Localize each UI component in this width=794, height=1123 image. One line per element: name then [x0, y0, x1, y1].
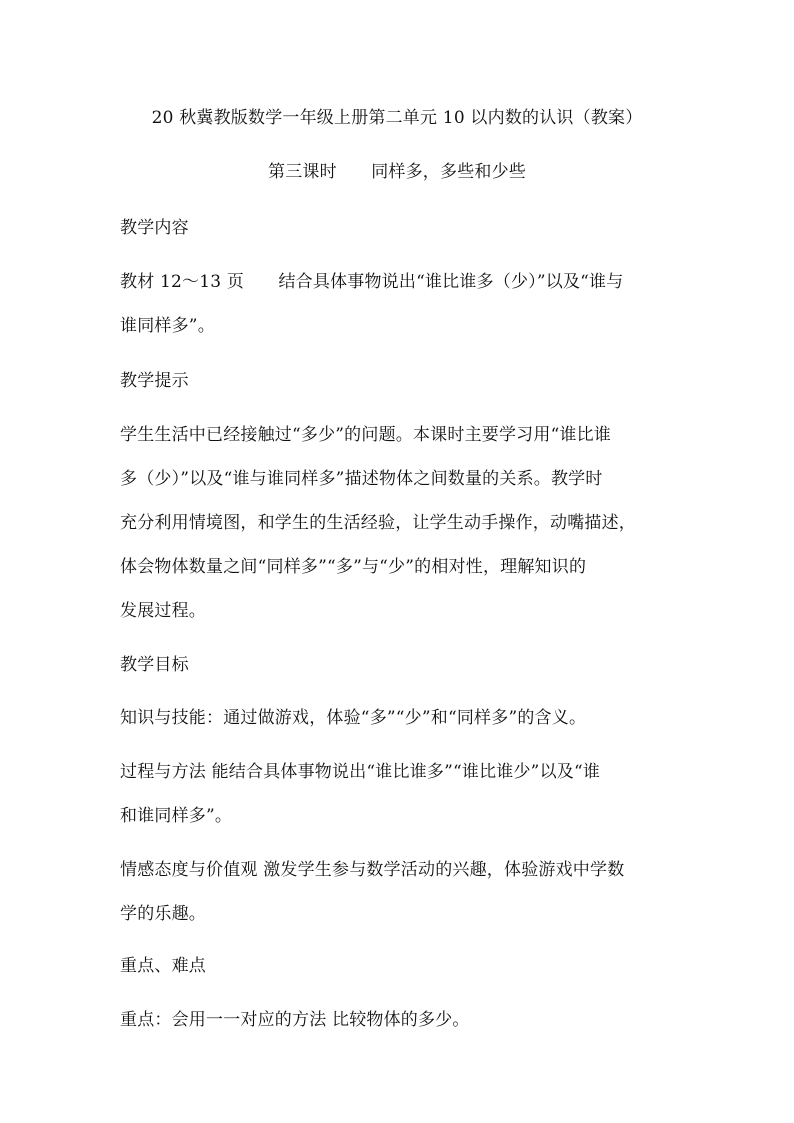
- paragraph-line: 学生生活中已经接触过“多少”的问题。本课时主要学习用“谁比谁: [120, 425, 612, 445]
- paragraph-line: 谁同样多”。: [120, 316, 215, 336]
- paragraph-line: 情感态度与价值观 激发学生参与数学活动的兴趣，体验游戏中学数: [120, 860, 625, 880]
- paragraph-line: 发展过程。: [120, 601, 206, 621]
- section-heading-content: 教学内容: [120, 218, 189, 238]
- section-heading-goals: 教学目标: [120, 655, 189, 675]
- paragraph-line: 和谁同样多”。: [120, 806, 233, 826]
- paragraph-line: 体会物体数量之间“同样多”“多”与“少”的相对性，理解知识的: [120, 557, 587, 577]
- paragraph-line: 充分利用情境图，和学生的生活经验，让学生动手操作，动嘴描述，: [120, 513, 636, 533]
- document-subtitle: 第三课时 同样多，多些和少些: [268, 162, 526, 182]
- section-heading-tips: 教学提示: [120, 371, 189, 391]
- paragraph-line: 多（少）”以及“谁与谁同样多”描述物体之间数量的关系。教学时: [120, 469, 603, 489]
- paragraph-line: 教材 12～13 页 结合具体事物说出“谁比谁多（少）”以及“谁与: [120, 272, 624, 292]
- paragraph-line: 知识与技能：通过做游戏，体验“多”“少”和“同样多”的含义。: [120, 708, 587, 728]
- paragraph-line: 过程与方法 能结合具体事物说出“谁比谁多”“谁比谁少”以及“谁: [120, 762, 601, 782]
- section-heading-key-points: 重点、难点: [120, 956, 206, 976]
- paragraph-line: 重点：会用一一对应的方法 比较物体的多少。: [120, 1010, 470, 1030]
- paragraph-line: 学的乐趣。: [120, 904, 206, 924]
- document-title: 20 秋冀教版数学一年级上册第二单元 10 以内数的认识（教案）: [151, 108, 643, 128]
